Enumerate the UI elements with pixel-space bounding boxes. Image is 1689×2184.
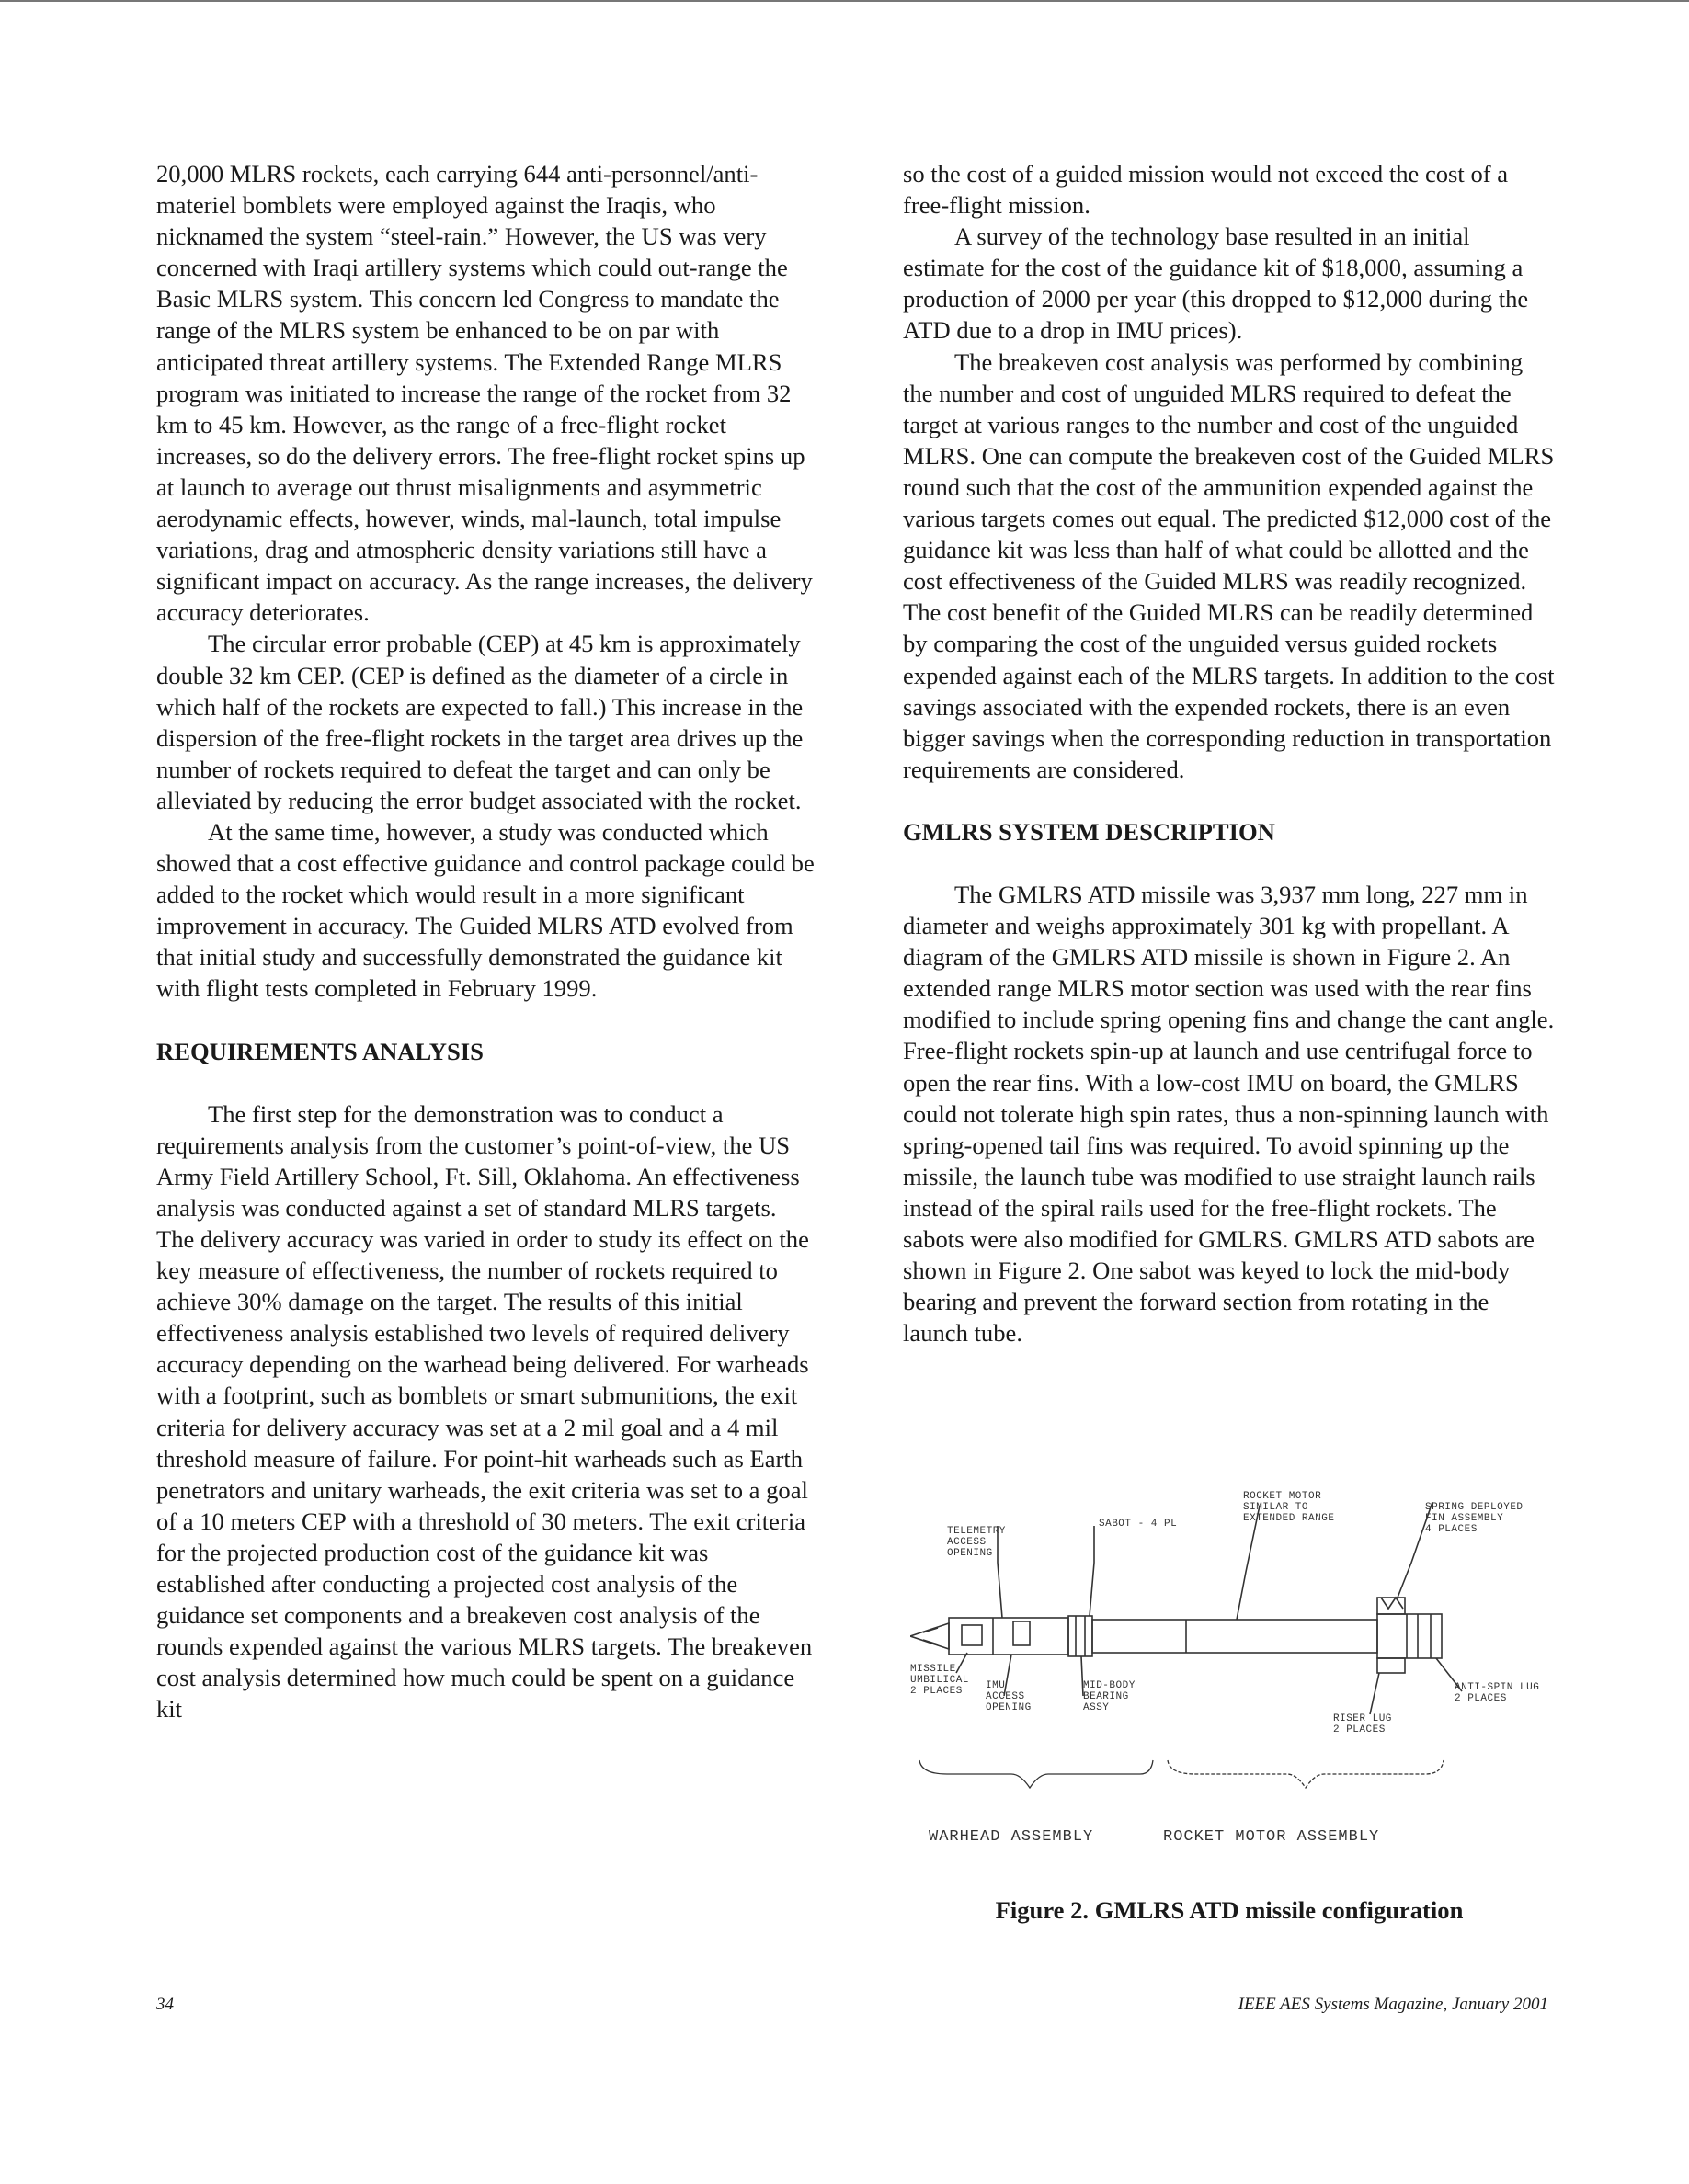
figure-caption: Figure 2. GMLRS ATD missile configuration xyxy=(995,1896,1464,1924)
paragraph: At the same time, however, a study was conducted which showed that a cost effective guidance and control package could be added to the rocket which would result in a more significant improvement in accuracy. The Guided MLRS ATD evolved from that initial study and successfully demonstrated the guidance kit with flight tests completed in February 1999. xyxy=(156,817,815,1003)
page-number: 34 xyxy=(156,1995,174,2014)
paragraph: so the cost of a guided mission would not exceed the cost of a free-flight mission. xyxy=(903,160,1509,220)
label-mid-body-bearing: MID-BODY BEARING ASSY xyxy=(1083,1680,1136,1713)
label-telemetry: TELEMETRY ACCESS OPENING xyxy=(947,1526,1006,1559)
section-heading: GMLRS SYSTEM DESCRIPTION xyxy=(903,817,1275,846)
left-column xyxy=(156,158,818,1725)
paragraph: The breakeven cost analysis was performed by combining the number and cost of unguided MLRS required to defeat the target at various ranges to the number and cost of the unguided MLRS. One can compute the breakeven cost of the Guided MLRS round such that the cost of the ammunition expended against the various targets comes out equal. The predicted $12,000 cost of the guidance kit was less than half of what could be allotted and the cost effectiveness of the Guided MLRS was readily recognized. The cost benefit of the Guided MLRS can be readily determined by comparing the cost of the unguided versus guided rockets expended against each of the MLRS targets. In addition to the cost savings associated with the expended rockets, there is an even bigger savings when the corresponding reduction in transportation requirements are considered. xyxy=(903,347,1555,783)
paragraph: A survey of the technology base resulted in an initial estimate for the cost of the guidance kit of $18,000, assuming a production of 2000 per year (this dropped to $12,000 during the ATD due to a drop in IMU prices). xyxy=(903,222,1529,345)
label-sabot: SABOT - 4 PL xyxy=(1099,1519,1178,1530)
paragraph: The first step for the demonstration was to conduct a requirements analysis from the customer’s point-of-view, the US Army Field Artillery School, Ft. Sill, Oklahoma. An effectiveness analysis was conducted against a set of standard MLRS targets. The delivery accuracy was varied in order to study its effect on the key measure of effectiveness, the number of rockets required to achieve 30% damage on the target. The results of this initial effectiveness analysis established two levels of required delivery accuracy depending on the warhead being delivered. For warheads with a footprint, such as bomblets or smart submunitions, the exit criteria for delivery accuracy was set at a 2 mil goal and a 4 mil threshold measure of failure. For point-hit warheads such as Earth penetrators and unitary warheads, the exit criteria was set to a goal of a 10 meters CEP with a threshold of 30 meters. The exit criteria for the projected production cost of the guidance kit was established after conducting a projected cost analysis of the guidance set components and a breakeven cost analysis of the rounds expended against the various MLRS targets. The breakeven cost analysis determined how much could be spent on a guidance kit xyxy=(156,1099,813,1723)
label-rocket-motor: ROCKET MOTOR SIMILAR TO EXTENDED RANGE xyxy=(1243,1491,1335,1524)
journal-footer: IEEE AES Systems Magazine, January 2001 xyxy=(1238,1995,1548,2014)
paragraph: The circular error probable (CEP) at 45 km is approximately double 32 km CEP. (CEP is defined as the diameter of a circle in which half of the rockets are expected to fall.) This increase in the dispersion of the free-flight rockets in the target area drives up the number of rockets required to defeat the target and can only be alleviated by reducing the error budget associated with the rocket. xyxy=(156,630,804,814)
label-anti-spin-lug: ANTI-SPIN LUG 2 PLACES xyxy=(1455,1682,1540,1704)
missile-diagram xyxy=(910,1489,1540,1875)
paragraph: The GMLRS ATD missile was 3,937 mm long, 227 mm in diameter and weighs approximately 301 kg with propellant. A diagram of the GMLRS ATD missile is shown in Figure 2. An extended range MLRS motor section was used with the rear fins modified to include spring opening fins and change the cant angle. Free-flight rockets spin-up at launch and use centrifugal force to open the rear fins. With a low-cost IMU on board, the GMLRS could not tolerate high spin rates, thus a non-spinning launch with spring-opened tail fins was required. To avoid spinning up the missile, the launch tube was modified to use straight launch rails instead of the spiral rails used for the free-flight rockets. The sabots were also modified for GMLRS. GMLRS ATD sabots are shown in Figure 2. One sabot was keyed to lock the mid-body bearing and prevent the forward section from rotating in the launch tube. xyxy=(903,880,1555,1348)
right-column xyxy=(903,158,1556,1348)
label-fin-assembly: SPRING DEPLOYED FIN ASSEMBLY 4 PLACES xyxy=(1425,1502,1524,1535)
section-heading: REQUIREMENTS ANALYSIS xyxy=(156,1037,484,1065)
top-rule xyxy=(0,0,1689,2)
label-rocket-motor-assembly: ROCKET MOTOR ASSEMBLY xyxy=(1163,1828,1380,1846)
paragraph: 20,000 MLRS rockets, each carrying 644 anti-personnel/anti-materiel bomblets were employed against the Iraqis, who nicknamed the system “steel-rain.” However, the US was very concerned with Iraqi artillery systems which could out-range the Basic MLRS system. This concern led Congress to mandate the range of the MLRS system be enhanced to be on par with anticipated threat artillery systems. The Extended Range MLRS program was initiated to increase the range of the rocket from 32 km to 45 km. However, as the range of a free-flight rocket increases, so do the delivery errors. The free-flight rocket spins up at launch to average out thrust misalignments and asymmetric aerodynamic effects, however, winds, mal-launch, total impulse variations, drag and atmospheric density variations still have a significant impact on accuracy. As the range increases, the delivery accuracy deteriorates. xyxy=(156,160,813,627)
label-umbilical: MISSILE UMBILICAL 2 PLACES xyxy=(910,1664,969,1697)
label-warhead-assembly: WARHEAD ASSEMBLY xyxy=(929,1828,1094,1846)
label-riser-lug: RISER LUG 2 PLACES xyxy=(1333,1713,1392,1735)
label-imu-access: IMU ACCESS OPENING xyxy=(986,1680,1032,1713)
